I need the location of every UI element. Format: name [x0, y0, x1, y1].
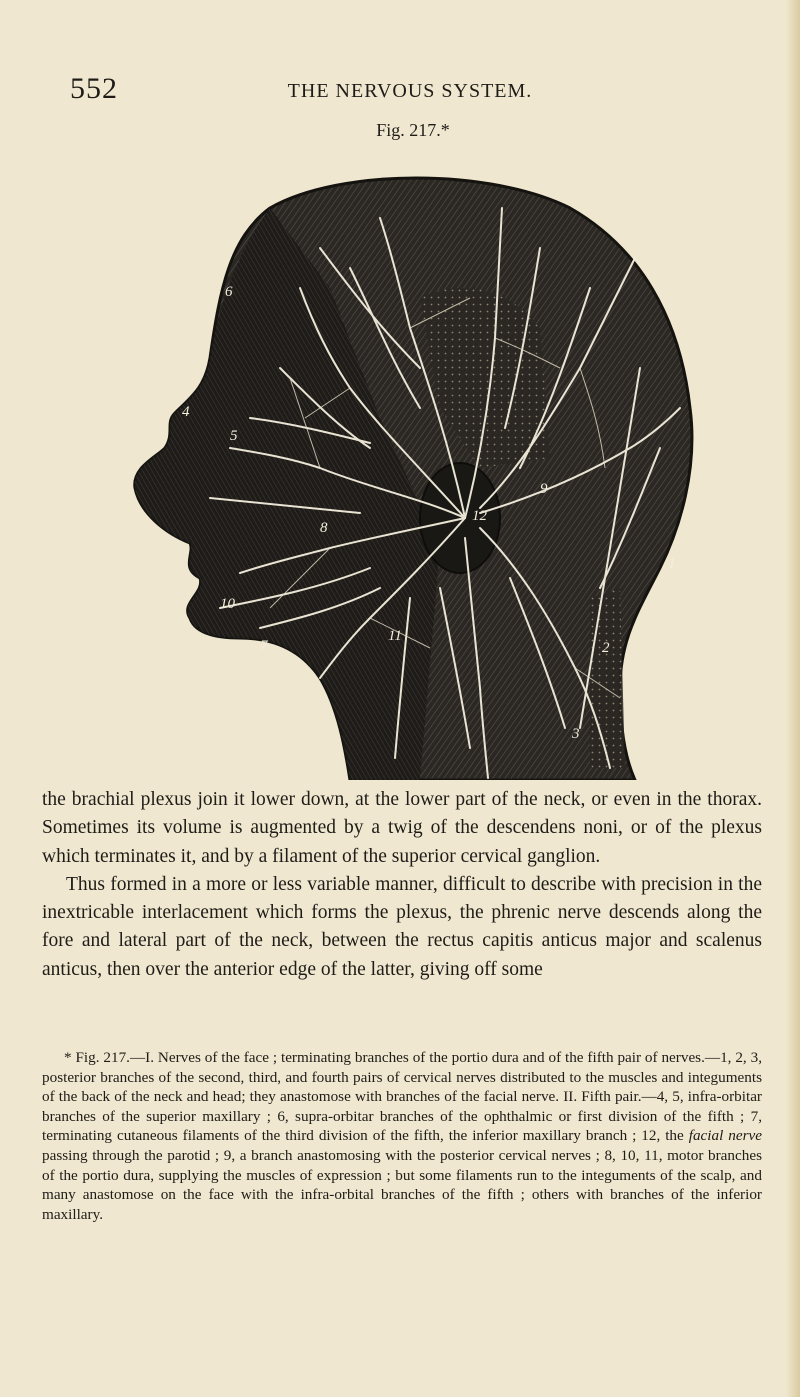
head-nerve-engraving — [120, 168, 700, 780]
label-7: 7 — [260, 638, 268, 654]
label-3: 3 — [572, 726, 580, 742]
body-text — [42, 786, 762, 984]
label-11: 11 — [388, 628, 402, 644]
label-4: 4 — [182, 404, 190, 420]
ear-region — [420, 463, 500, 573]
body-paragraph: Thus formed in a more or less variable manner, difficult to describe with precision in the inextricable interlacement which forms the plexus, the phrenic nerve descends along the fore and lateral part of the neck, between the rectus capitis anticus major and scalenus anticus, then over the anterior edge of the latter, giving off some — [42, 873, 762, 980]
figure-caption: Fig. 217.* — [376, 120, 450, 140]
page-header — [70, 72, 730, 112]
label-12: 12 — [472, 508, 487, 524]
body-paragraph: the brachial plexus join it lower down, at the lower part of the neck, or even in the thorax. Sometimes its volume is augmented by a twig of the descendens noni, or of the plexus which terminates it, and by a filament of the superior cervical ganglion. — [42, 789, 762, 867]
head-nerve-illustration — [120, 168, 700, 780]
page-number: 552 — [70, 72, 118, 105]
neck-dotted-area — [590, 588, 625, 768]
label-9: 9 — [540, 481, 548, 497]
label-5: 5 — [230, 428, 238, 444]
footnote-text: * Fig. 217.—I. Nerves of the face ; terminating branches of the portio dura and of the fifth pair of nerves.—1, 2, 3, posterior branches of the second, third, and fourth pairs of cervical nerves distributed to the muscles and integuments of the back of the neck and head; they anastomose with branches of the facial nerve. II. Fifth pair.—4, 5, infra-orbitar branches of the superior maxillary ; 6, supra-orbitar branches of the ophthalmic or first division of the fifth ; 7, terminating cutaneous filaments of the third division of the fifth, the inferior maxillary branch ; 12, the — [42, 1049, 762, 1145]
figure-footnote — [42, 1048, 762, 1224]
label-2: 2 — [602, 640, 610, 656]
footnote-text: passing through the parotid ; 9, a branch anastomosing with the posterior cervical nerves ; 8, 10, 11, motor branches of the portio dura, supplying the muscles of expression ; but some filaments run to the integuments of the scalp, and many anastomose on the face with the infra-orbital branches of the fifth ; others with branches of the inferior maxillary. — [42, 1146, 762, 1223]
label-1: 1 — [668, 556, 676, 572]
label-8: 8 — [320, 520, 328, 536]
footnote-paragraph — [42, 1048, 762, 1224]
footnote-italic: facial nerve — [688, 1127, 762, 1145]
running-head: THE NERVOUS SYSTEM. — [287, 80, 533, 102]
page-edge — [786, 0, 800, 1397]
label-10: 10 — [220, 596, 235, 612]
label-6: 6 — [225, 284, 233, 300]
